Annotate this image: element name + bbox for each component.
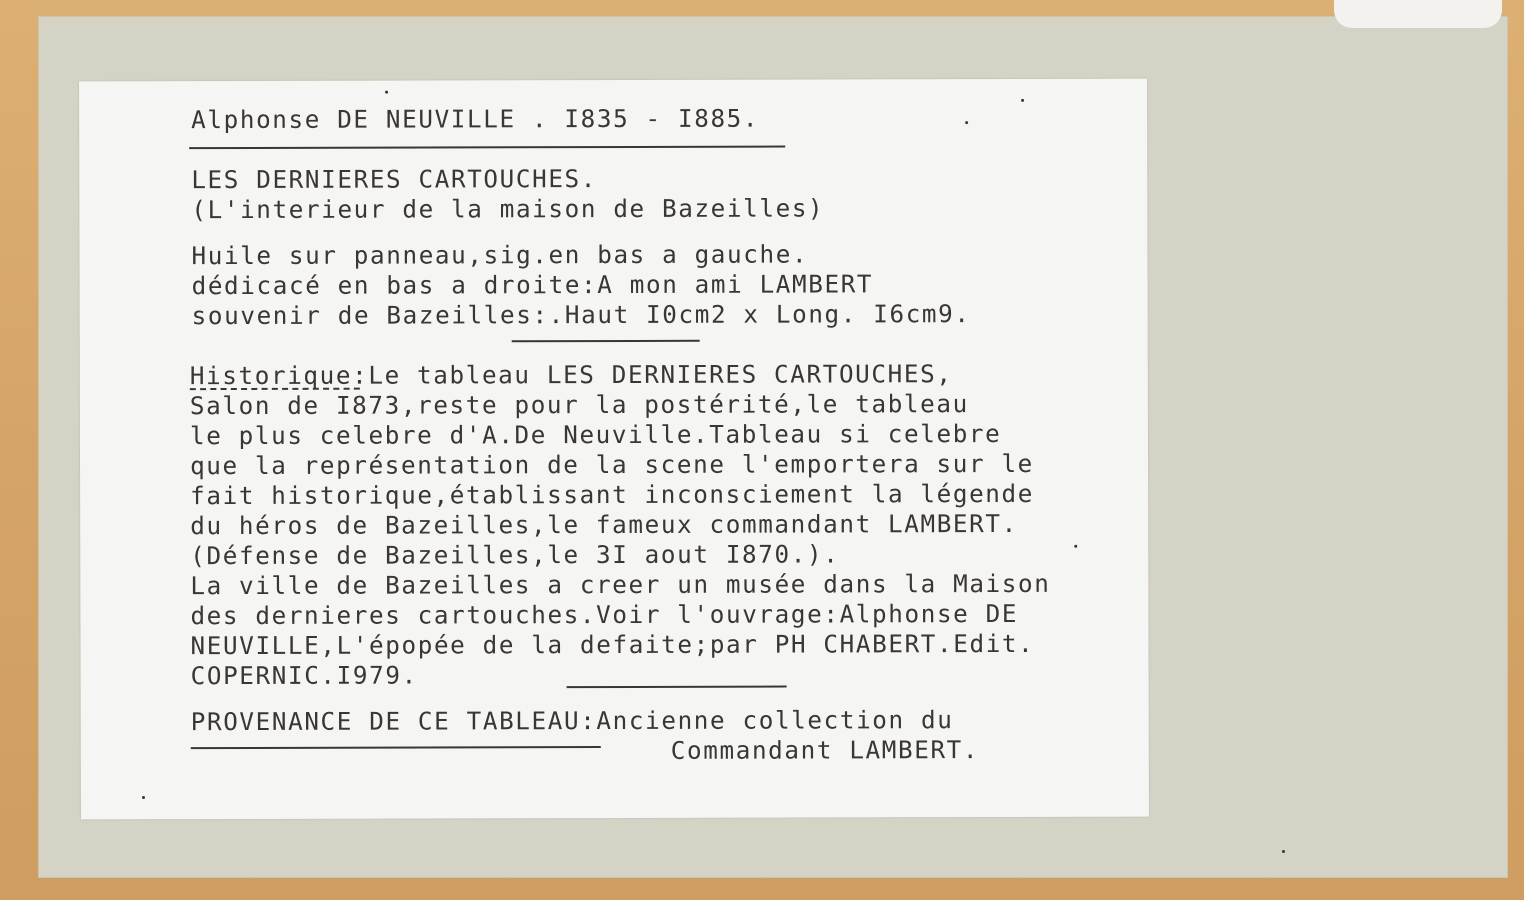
historique-line: le plus celebre d'A.De Neuville.Tableau si celebre [189,418,1002,451]
ink-speck [1282,850,1285,853]
historique-line: COPERNIC.I979. [190,660,418,691]
historique-label: Historique: [189,360,369,391]
ink-speck [965,121,968,124]
historique-line [190,359,953,391]
description-line: dédicacé en bas a droite:A mon ami LAMBERT [191,269,874,301]
description-line: Huile sur panneau,sig.en bas a gauche. [191,239,809,271]
provenance-line [191,705,954,737]
historique-line: des dernieres cartouches.Voir l'ouvrage:Alphonse DE [190,598,1019,631]
historique-line: du héros de Bazeilles,le fameux commandant LAMBERT. [190,508,1018,541]
description-line: souvenir de Bazeilles:.Haut I0cm2 x Long. I6cm9. [191,299,971,331]
provenance-label: PROVENANCE DE CE TABLEAU: [190,706,597,737]
historique-line: (Défense de Bazeilles,le 3I aout I870.). [190,539,840,571]
painting-subtitle: (L'interieur de la maison de Bazeilles) [191,193,825,225]
artist-header: Alphonse DE NEUVILLE . I835 - I885. [191,103,760,135]
provenance-text: Ancienne collection du [596,705,954,736]
provenance-underline [191,746,601,749]
painting-title: LES DERNIERES CARTOUCHES. [191,164,598,195]
historique-line: NEUVILLE,L'épopée de la defaite;par PH CHABERT.Edit. [190,628,1035,661]
ink-speck [142,796,145,799]
header-underline [189,146,785,150]
historique-line: La ville de Bazeilles a creer un musée dans la Maison [190,568,1051,601]
historique-text: Le tableau LES DERNIERES CARTOUCHES, [368,359,953,390]
section-divider [567,686,787,689]
provenance-line: Commandant LAMBERT. [670,735,980,765]
ink-speck [385,91,388,94]
corner-tab [1334,0,1502,28]
historique-line: que la représentation de la scene l'emportera sur le [190,448,1034,481]
typed-label-card [79,79,1149,820]
historique-line: Salon de I873,reste pour la postérité,le tableau [189,389,969,421]
ink-speck [1074,545,1077,548]
historique-line: fait historique,établissant inconsciement la légende [190,478,1035,511]
section-divider [512,340,700,342]
ink-speck [1021,99,1024,102]
